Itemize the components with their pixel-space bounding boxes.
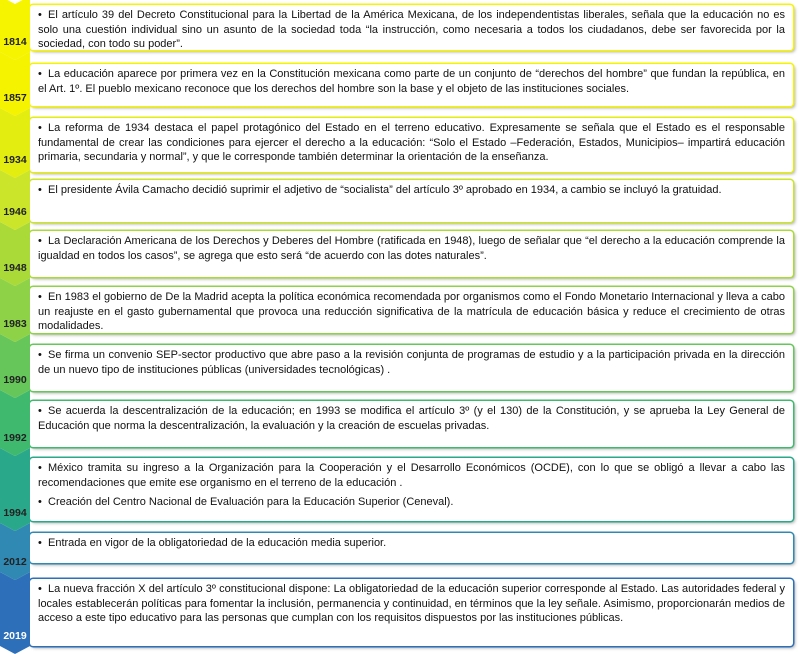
timeline-card-1857 bbox=[30, 64, 793, 106]
year-label: 1990 bbox=[3, 374, 27, 386]
timeline-card-1992 bbox=[30, 401, 793, 447]
timeline-card-1946 bbox=[30, 180, 793, 222]
timeline-card-2019 bbox=[30, 579, 793, 646]
event-text: • Entrada en vigor de la obligatoriedad de la educación media superior. bbox=[38, 537, 387, 549]
year-label: 1857 bbox=[3, 92, 27, 104]
bullet-icon: • bbox=[38, 122, 42, 134]
event-text: • Creación del Centro Nacional de Evaluación para la Educación Superior (Ceneval). bbox=[38, 496, 454, 508]
bullet-icon: • bbox=[38, 68, 42, 80]
timeline-card-1990 bbox=[30, 345, 793, 391]
bullet-icon: • bbox=[38, 583, 42, 595]
bullet-icon: • bbox=[38, 184, 42, 196]
timeline-segment-1934 bbox=[0, 108, 30, 178]
year-label: 1814 bbox=[3, 36, 27, 48]
timeline-segment-1857 bbox=[0, 52, 30, 116]
timeline-segment-1946 bbox=[0, 170, 30, 230]
timeline-card-2012 bbox=[30, 533, 793, 563]
year-label: 1992 bbox=[3, 432, 27, 444]
timeline-segment-1814 bbox=[0, 0, 30, 60]
event-text: • La educación aparece por primera vez en la Constitución mexicana como parte de un conjunto de “derechos del hombre” que fundan la república, en el Art. 1º. El pueblo mexicano reconoce que los derechos del hombre son la base y el objeto de las instituciones sociales. bbox=[38, 68, 785, 95]
event-text: • Se firma un convenio SEP-sector productivo que abre paso a la revisión conjunta de programas de estudio y a la participación privada en la dirección de un nuevo tipo de instituciones públicas (universidades tecnológicas) . bbox=[38, 349, 785, 376]
timeline-card-1994 bbox=[30, 458, 793, 521]
year-label: 1948 bbox=[3, 262, 27, 274]
timeline-card-1948 bbox=[30, 231, 793, 277]
bullet-icon: • bbox=[38, 291, 42, 303]
timeline-card-1934 bbox=[30, 118, 793, 172]
event-text: • El artículo 39 del Decreto Constitucional para la Libertad de la América Mexicana, de los independentistas liberales, señala que la educación no es solo una cuestión individual sino un asunto de la sociedad toda “la instrucción, como necesaria a todos los ciudadanos, debe ser favorecida por la sociedad, con todo su poder”. bbox=[38, 9, 785, 50]
bullet-icon: • bbox=[38, 349, 42, 361]
timeline-segment-1948 bbox=[0, 222, 30, 286]
bullet-icon: • bbox=[38, 537, 42, 549]
year-label: 1946 bbox=[3, 206, 27, 218]
timeline-segment-1990 bbox=[0, 334, 30, 398]
bullet-icon: • bbox=[38, 9, 42, 21]
year-label: 1983 bbox=[3, 318, 27, 330]
event-text: • En 1983 el gobierno de De la Madrid acepta la política económica recomendada por organismos como el Fondo Monetario Internacional y lleva a cabo un reajuste en el gasto gubernamental que provoca una reducción significativa de la matrícula de educación básica y reduce el crecimiento de otras modalidades. bbox=[38, 291, 785, 332]
timeline-segment-1983 bbox=[0, 278, 30, 342]
timeline-card-1814 bbox=[30, 5, 793, 50]
bullet-icon: • bbox=[38, 235, 42, 247]
event-text: • La nueva fracción X del artículo 3º constitucional dispone: La obligatoriedad de la educación superior corresponde al Estado. Las autoridades federal y locales establecerán políticas para fomentar la inclusión, permanencia y continuidad, en términos que la ley señale. Asimismo, proporcionarán medios de acceso a este tipo educativo para las personas que cumplan con los requisitos dispuestos por las instituciones públicas. bbox=[38, 583, 785, 624]
event-text: • México tramita su ingreso a la Organización para la Cooperación y el Desarrollo Económicos (OCDE), con lo que se obligó a llevar a cabo las recomendaciones que emite ese organismo en el terreno de la educación . bbox=[38, 462, 785, 489]
event-text: • La reforma de 1934 destaca el papel protagónico del Estado en el terreno educativo. Expresamente se señala que el Estado es el responsable fundamental de crear las condiciones para ejercer el derecho a la educación: “Solo el Estado –Federación, Estados, Municipios– impartirá educación primaria, secundaria y normal”, y que le corresponde también determinar la orientación de la enseñanza. bbox=[38, 122, 785, 163]
event-text: • La Declaración Americana de los Derechos y Deberes del Hombre (ratificada en 1948), luego de señalar que “el derecho a la educación comprende la igualdad en todos los casos”, se agrega que esto será “de acuerdo con las dotes naturales”. bbox=[38, 235, 785, 262]
event-text: • El presidente Ávila Camacho decidió suprimir el adjetivo de “socialista” del artículo 3º aprobado en 1934, a cambio se incluyó la gratuidad. bbox=[38, 184, 722, 196]
bullet-icon: • bbox=[38, 405, 42, 417]
event-text: • Se acuerda la descentralización de la educación; en 1993 se modifica el artículo 3º (y el 130) de la Constitución, y se aprueba la Ley General de Educación que norma la descentralización, la evaluación y la creación de escuelas privadas. bbox=[38, 405, 785, 432]
year-label: 1994 bbox=[3, 507, 27, 519]
year-label: 1934 bbox=[3, 154, 27, 166]
timeline-segment-2012 bbox=[0, 523, 30, 580]
bullet-icon: • bbox=[38, 462, 42, 474]
year-label: 2012 bbox=[3, 556, 27, 568]
year-label: 2019 bbox=[3, 630, 27, 642]
timeline-segment-1992 bbox=[0, 390, 30, 456]
bullet-icon: • bbox=[38, 496, 42, 508]
timeline-card-1983 bbox=[30, 287, 793, 333]
